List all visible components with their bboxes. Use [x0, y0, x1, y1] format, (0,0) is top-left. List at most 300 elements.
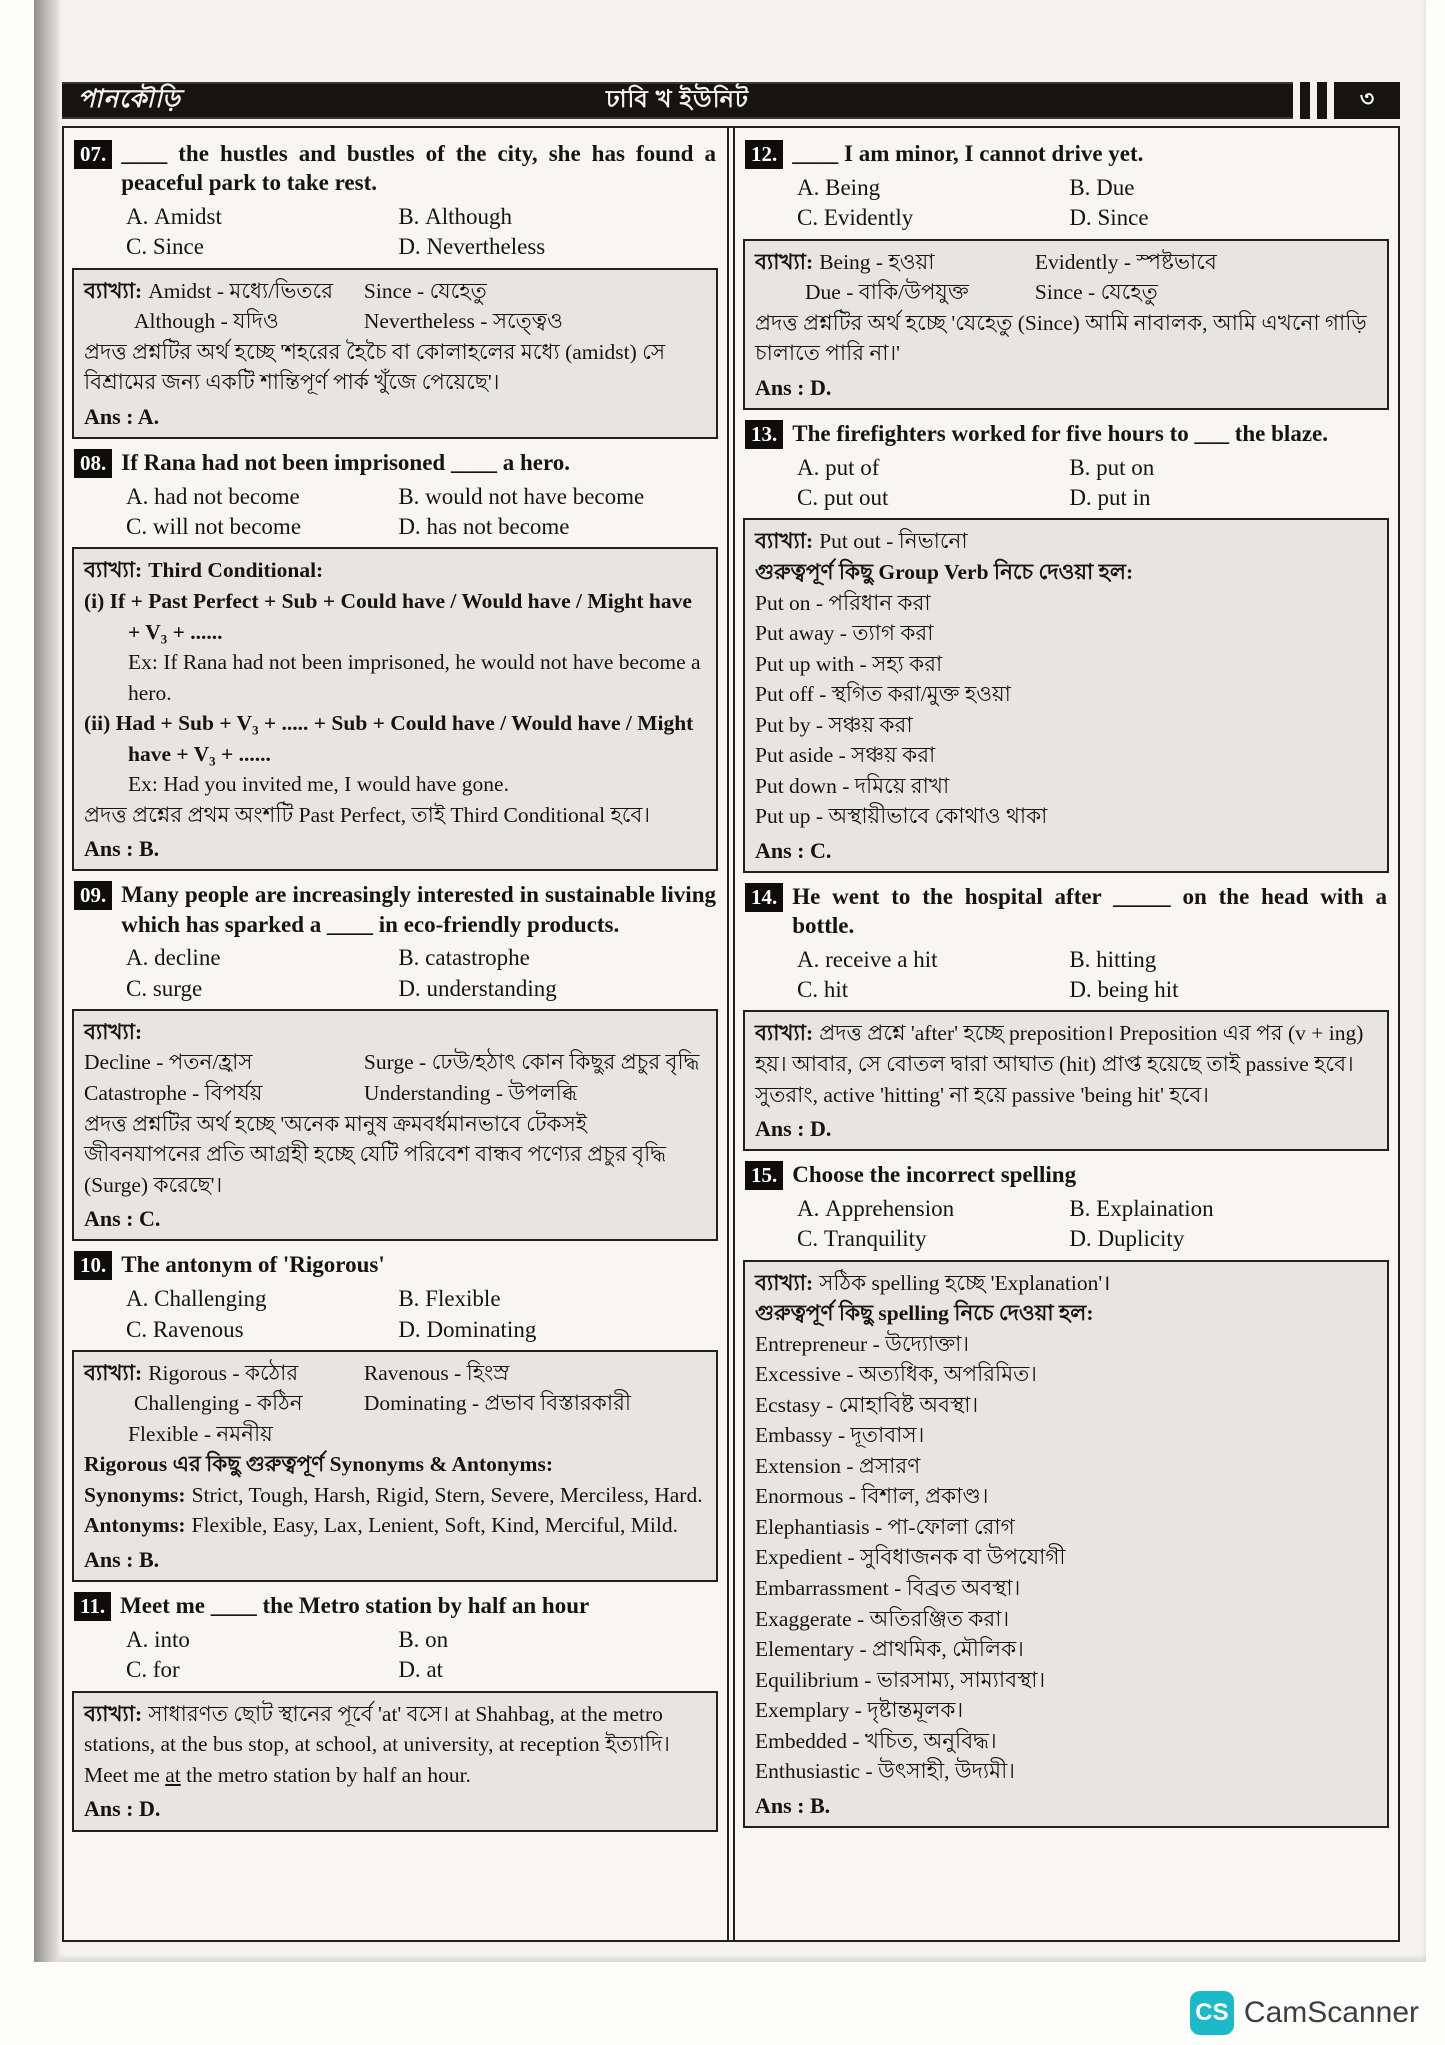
question-text: Meet me ____ the Metro station by half an hour [120, 1593, 590, 1619]
option-d [1069, 483, 1389, 513]
explanation-lead: ব্যাখ্যা: [84, 278, 143, 303]
option-d [1069, 975, 1389, 1005]
options-grid [72, 1282, 718, 1350]
option-c [126, 1315, 398, 1345]
option-b [1069, 945, 1389, 975]
explanation-lead: ব্যাখ্যা: [84, 558, 143, 583]
explanation-cell [364, 1078, 706, 1109]
option-label: A. [126, 483, 149, 509]
explanation-row [84, 276, 706, 307]
explanation-text: Expedient - সুবিধাজনক বা উপযোগী [755, 1545, 1066, 1570]
explanation-line [755, 801, 1377, 832]
text-part: at [165, 1762, 181, 1787]
explanation-text: Since - যেহেতু [1034, 280, 1158, 305]
options-grid [743, 171, 1389, 239]
option-text: Tranquility [823, 1226, 927, 1252]
question-number: 10. [74, 1251, 112, 1280]
option-a [126, 482, 398, 512]
explanation-line [755, 710, 1377, 741]
explanation-text: Ravenous - হিংস্র [363, 1360, 510, 1385]
option-label: D. [1069, 485, 1092, 511]
text-part: the metro station by half an hour. [180, 1762, 471, 1787]
explanation-text: Enthusiastic - উৎসাহী, উদ্যমী। [755, 1759, 1015, 1784]
explanation-cell [84, 1358, 364, 1389]
option-c [126, 232, 398, 262]
explanation-text: Put aside - সঞ্চয় করা [755, 743, 936, 768]
option-text: decline [154, 945, 221, 971]
option-a [797, 453, 1069, 483]
camscanner-label: CamScanner [1243, 1996, 1419, 2029]
explanation-cell [1035, 277, 1377, 308]
explanation-line [755, 1512, 1377, 1543]
explanation-text: Ecstasy - মোহাবিষ্ট অবস্থা। [755, 1392, 979, 1417]
option-text: Since [1097, 205, 1149, 231]
explanation-line [84, 800, 706, 831]
header-divider-bar [1317, 82, 1327, 119]
option-text: Apprehension [825, 1196, 955, 1222]
option-text: has not become [426, 514, 570, 540]
explanation-text: Put down - দমিয়ে রাখা [755, 773, 950, 798]
question-block [72, 1247, 718, 1582]
explanation-text: Although - যদিও [134, 309, 279, 334]
explanation-box [743, 1010, 1389, 1151]
explanation-line [84, 586, 706, 647]
question-block [743, 1157, 1389, 1828]
explanation-line [755, 1451, 1377, 1482]
unit-title: ঢাবি খ ইউনিট [606, 86, 749, 113]
question-number: 07. [74, 140, 112, 169]
option-b [1069, 453, 1389, 483]
option-label: A. [797, 174, 820, 200]
option-label: C. [126, 1316, 148, 1342]
option-label: B. [1069, 454, 1091, 480]
option-text: Since [152, 234, 204, 260]
explanation-line [84, 1449, 706, 1480]
option-d [1069, 1224, 1389, 1254]
explanation-cell [364, 1388, 706, 1419]
option-text: on [425, 1627, 449, 1653]
question-head [72, 445, 718, 480]
option-d [398, 232, 718, 262]
explanation-line [755, 1268, 1377, 1299]
option-label: B. [398, 1627, 420, 1653]
option-label: B. [398, 1286, 420, 1312]
explanation-text: Elementary - প্রাথমিক, মৌলিক। [755, 1637, 1024, 1662]
option-label: B. [398, 483, 420, 509]
question-block [72, 877, 718, 1241]
explanation-line [84, 1760, 706, 1791]
explanation-row [84, 1078, 706, 1109]
explanation-text: Due - বাকি/উপযুক্ত [805, 280, 969, 305]
option-label: D. [398, 1316, 421, 1342]
explanation-box [743, 518, 1389, 872]
option-text: had not become [154, 483, 300, 509]
explanation-box [72, 1009, 718, 1241]
question-number: 08. [74, 449, 112, 478]
explanation-text: Surge - ঢেউ/হঠাৎ কোন কিছুর প্রচুর বৃদ্ধি [363, 1050, 700, 1075]
question-head [72, 1247, 718, 1282]
page-number: ৩ [1334, 82, 1400, 119]
explanation-box [72, 1350, 718, 1582]
explanation-text: প্রদত্ত প্রশ্নটির অর্থ হচ্ছে 'অনেক মানুষ ক্রমবর্ধমানভাবে টেকসই জীবনযাপনের প্রতি আগ্রহী হচ্ছে যেটি পরিবেশ বান্ধব পণ্যের প্রচুর বৃদ্ধি (Surge) করেছে'। [84, 1111, 667, 1197]
question-number: 11. [74, 1592, 111, 1621]
option-text: Dominating [426, 1316, 537, 1342]
explanation-text: Put up - অস্থায়ীভাবে কোথাও থাকা [755, 804, 1048, 829]
explanation-line [84, 1480, 706, 1511]
question-text: Choose the incorrect spelling [792, 1162, 1077, 1188]
explanation-text: Being - হওয়া [819, 249, 935, 274]
scan-edge-shadow [34, 0, 58, 1962]
explanation-text: সাধারণত ছোট স্থানের পূর্বে 'at' বসে। at Shahbag, at the metro stations, at the bus stop, at school, at university, at reception ইত্যাদি। [84, 1701, 670, 1757]
explanation-text: Put away - ত্যাগ করা [755, 621, 934, 646]
left-column [64, 128, 727, 1940]
explanation-text: Understanding - উপলব্ধি [363, 1080, 578, 1105]
explanation-lead: ব্যাখ্যা: [84, 1360, 143, 1385]
question-head [743, 1157, 1389, 1192]
option-text: put of [825, 454, 880, 480]
explanation-box [743, 1260, 1389, 1828]
answer-line: Ans : B. [84, 836, 160, 862]
explanation-text: Evidently - স্পষ্টভাবে [1034, 249, 1217, 274]
option-c [797, 1224, 1069, 1254]
explanation-line [755, 740, 1377, 771]
explanation-line [755, 1573, 1377, 1604]
page-header [62, 82, 1400, 119]
explanation-text: Embassy - দূতাবাস। [755, 1423, 925, 1448]
answer-line: Ans : B. [755, 1792, 831, 1818]
option-label: A. [797, 454, 820, 480]
explanation-text: (ii) Had + Sub + V₃ + ..... + Sub + Could have / Would have / Might have + V₃ + ...... [84, 711, 694, 766]
explanation-cell [364, 306, 706, 337]
explanation-text: Exaggerate - অতিরঞ্জিত করা। [755, 1606, 1010, 1631]
explanation-line [755, 1018, 1377, 1110]
option-a [126, 943, 398, 973]
explanation-lead: ব্যাখ্যা: [755, 1270, 814, 1295]
options-grid [743, 943, 1389, 1011]
option-text: receive a hit [825, 946, 938, 972]
explanation-text: (i) If + Past Perfect + Sub + Could have / Would have / Might have + V₃ + ...... [84, 589, 692, 644]
explanation-lead: ব্যাখ্যা: [755, 249, 814, 274]
explanation-line [755, 1756, 1377, 1787]
explanation-cell [755, 277, 1035, 308]
explanation-line [755, 771, 1377, 802]
question-text: He went to the hospital after _____ on the head with a bottle. [792, 883, 1387, 939]
explanation-cell [84, 1078, 364, 1109]
camscanner-footer [1190, 1991, 1419, 2035]
explanation-line [755, 308, 1377, 369]
explanation-row [84, 1047, 706, 1078]
option-c [126, 512, 398, 542]
explanation-row [755, 247, 1377, 278]
option-label: D. [398, 234, 421, 260]
option-label: B. [1069, 1196, 1091, 1222]
option-label: C. [797, 977, 819, 1003]
option-label: B. [1069, 946, 1091, 972]
explanation-text: Extension - প্রসারণ [755, 1453, 921, 1478]
option-c [797, 203, 1069, 233]
option-label: C. [126, 1657, 148, 1683]
explanation-text: Put up with - সহ্য করা [755, 651, 943, 676]
question-text: ____ the hustles and bustles of the city, she has found a peaceful park to take rest. [121, 141, 716, 196]
option-text: catastrophe [425, 945, 530, 971]
explanation-text: Excessive - অত্যধিক, অপরিমিত। [755, 1362, 1037, 1387]
explanation-row [84, 306, 706, 337]
option-d [398, 1315, 718, 1345]
explanation-text: প্রদত্ত প্রশ্নের প্রথম অংশটি Past Perfect, তাই Third Conditional হবে। [84, 802, 651, 827]
explanation-text: ব্যাখ্যা: [84, 1019, 143, 1044]
option-label: B. [1069, 174, 1091, 200]
option-text: Ravenous [152, 1316, 244, 1342]
explanation-line [755, 588, 1377, 619]
explanation-text: Put off - স্থগিত করা/মুক্ত হওয়া [755, 682, 1011, 707]
explanation-text: Dominating - প্রভাব বিস্তারকারী [363, 1391, 632, 1416]
option-label: D. [398, 1657, 421, 1683]
explanation-text: Equilibrium - ভারসাম্য, সাম্যাবস্থা। [755, 1667, 1046, 1692]
explanation-line [755, 649, 1377, 680]
explanation-text: Since - যেহেতু [363, 278, 487, 303]
explanation-lead: ব্যাখ্যা: [755, 529, 814, 554]
explanation-box [72, 547, 718, 871]
explanation-text: Flexible - নমনীয় [128, 1421, 273, 1446]
option-label: A. [126, 203, 149, 229]
explanation-cell [364, 1047, 706, 1078]
option-label: D. [1069, 205, 1092, 231]
explanation-text: Rigorous এর কিছু গুরুত্বপূর্ণ Synonyms & Antonyms: [84, 1452, 553, 1477]
explanation-text: Nevertheless - সত্ত্বেও [363, 309, 563, 334]
explanation-lead: ব্যাখ্যা: [755, 1021, 814, 1046]
option-text: Duplicity [1097, 1226, 1185, 1252]
explanation-text: Put by - সঞ্চয় করা [755, 712, 913, 737]
explanation-line [755, 1390, 1377, 1421]
question-block [72, 136, 718, 439]
explanation-text: গুরুত্বপূর্ণ কিছু spelling নিচে দেওয়া হল: [755, 1301, 1094, 1326]
explanation-line [755, 1329, 1377, 1360]
explanation-cell [84, 276, 364, 307]
option-b [398, 482, 718, 512]
option-a [126, 1625, 398, 1655]
explanation-row [84, 1358, 706, 1389]
option-c [797, 483, 1069, 513]
explanation-cell [755, 247, 1035, 278]
explanation-text: Embedded - খচিত, অনুবিদ্ধ। [755, 1728, 997, 1753]
question-block [743, 416, 1389, 873]
option-text: Being [825, 174, 881, 200]
option-label: A. [126, 945, 149, 971]
option-text: Amidst [154, 203, 222, 229]
option-label: C. [126, 975, 148, 1001]
option-a [126, 202, 398, 232]
option-text: Due [1096, 174, 1135, 200]
explanation-text: প্রদত্ত প্রশ্নে 'after' হচ্ছে preposition। Preposition এর পর (v + ing) হয়। আবার, সে বোতল দ্বারা আঘাত (hit) প্রাপ্ত হয়েছে তাই passive হবে। সুতরাং, active 'hitting' না হয়ে passive 'being hit' হবে। [755, 1021, 1364, 1107]
explanation-text: Catastrophe - বিপর্যয় [84, 1080, 263, 1105]
explanation-text: Third Conditional: [148, 558, 324, 583]
explanation-lead: Synonyms: [84, 1482, 186, 1507]
answer-line: Ans : D. [755, 1116, 832, 1142]
options-grid [72, 200, 718, 268]
explanation-text: Decline - পতন/হ্রাস [84, 1050, 253, 1075]
option-label: D. [1069, 1226, 1092, 1252]
explanation-cell [1035, 247, 1377, 278]
option-label: D. [1069, 977, 1092, 1003]
question-head [743, 416, 1389, 451]
column-divider [727, 128, 735, 1940]
explanation-line [755, 1726, 1377, 1757]
answer-line: Ans : C. [755, 837, 832, 863]
option-c [126, 1655, 398, 1685]
option-label: B. [398, 203, 420, 229]
answer-line: Ans : B. [84, 1546, 160, 1572]
explanation-box [743, 239, 1389, 410]
option-text: understanding [426, 975, 557, 1001]
explanation-box [72, 268, 718, 439]
explanation-line [755, 679, 1377, 710]
explanation-line [755, 557, 1377, 588]
explanation-row [755, 277, 1377, 308]
option-label: C. [126, 514, 148, 540]
option-label: C. [797, 205, 819, 231]
header-bar [62, 82, 1293, 119]
option-a [797, 173, 1069, 203]
explanation-line [755, 1665, 1377, 1696]
question-block [743, 136, 1389, 410]
explanation-text: প্রদত্ত প্রশ্নটির অর্থ হচ্ছে 'শহরের হৈচৈ বা কোলাহলের মধ্যে (amidst) সে বিশ্রামের জন্য একটি শান্তিপূর্ণ পার্ক খুঁজে পেয়েছে'। [84, 339, 666, 395]
explanation-text: Enormous - বিশাল, প্রকাণ্ড। [755, 1484, 989, 1509]
explanation-text: প্রদত্ত প্রশ্নটির অর্থ হচ্ছে 'যেহেতু (Since) আমি নাবালক, আমি এখনো গাড়ি চালাতে পারি না।' [755, 310, 1367, 366]
question-number: 13. [745, 420, 783, 449]
option-label: C. [797, 485, 819, 511]
question-block [72, 1588, 718, 1831]
option-text: will not become [152, 514, 302, 540]
question-number: 15. [745, 1161, 783, 1190]
explanation-line [84, 1017, 706, 1048]
option-b [398, 943, 718, 973]
explanation-line [84, 1699, 706, 1760]
scanned-page [58, 0, 1426, 1962]
options-grid [743, 1192, 1389, 1260]
question-text: The antonym of 'Rigorous' [121, 1252, 385, 1278]
option-text: Challenging [154, 1286, 267, 1312]
option-d [398, 512, 718, 542]
option-b [398, 202, 718, 232]
option-c [797, 975, 1069, 1005]
explanation-line [84, 708, 706, 769]
answer-line: Ans : C. [84, 1206, 161, 1232]
questions-area [62, 126, 1400, 1942]
explanation-line [84, 647, 706, 708]
explanation-text: Exemplary - দৃষ্টান্তমূলক। [755, 1698, 964, 1723]
answer-line: Ans : D. [755, 374, 832, 400]
explanation-line [755, 1420, 1377, 1451]
option-text: for [152, 1657, 180, 1683]
option-c [126, 974, 398, 1004]
explanation-text: গুরুত্বপূর্ণ কিছু Group Verb নিচে দেওয়া হল: [755, 560, 1134, 584]
explanation-text: Entrepreneur - উদ্যোক্তা। [755, 1331, 970, 1356]
explanation-cell [84, 1388, 364, 1419]
explanation-cell [364, 276, 706, 307]
explanation-text: Flexible, Easy, Lax, Lenient, Soft, Kind, Merciful, Mild. [191, 1513, 678, 1538]
option-text: Although [425, 203, 513, 229]
explanation-text: Put out - নিভানো [819, 529, 968, 554]
explanation-text: সঠিক spelling হচ্ছে 'Explanation'। [819, 1270, 1111, 1295]
option-label: A. [797, 946, 820, 972]
option-text: being hit [1097, 977, 1179, 1003]
option-b [1069, 1194, 1389, 1224]
question-head [72, 877, 718, 941]
option-label: C. [126, 234, 148, 260]
options-grid [72, 941, 718, 1009]
question-text: The firefighters worked for five hours to ___ the blaze. [792, 420, 1328, 446]
explanation-line [755, 526, 1377, 557]
explanation-line [84, 769, 706, 800]
explanation-line [755, 1695, 1377, 1726]
explanation-text: Amidst - মধ্যে/ভিতরে [148, 278, 334, 303]
option-d [1069, 203, 1389, 233]
option-label: D. [398, 975, 421, 1001]
question-text: Many people are increasingly interested in sustainable living which has sparked a ____ in eco-friendly products. [121, 882, 716, 937]
options-grid [743, 451, 1389, 519]
camscanner-logo [1190, 1991, 1234, 2035]
explanation-lead: Antonyms: [84, 1513, 186, 1538]
question-head [72, 1588, 718, 1623]
option-a [126, 1284, 398, 1314]
question-head [72, 136, 718, 200]
explanation-cell [364, 1358, 706, 1389]
question-number: 12. [745, 140, 783, 169]
option-b [1069, 173, 1389, 203]
option-label: A. [126, 1286, 149, 1312]
option-a [797, 1194, 1069, 1224]
explanation-line [755, 1604, 1377, 1635]
explanation-line [755, 618, 1377, 649]
answer-line: Ans : D. [84, 1796, 161, 1822]
options-grid [72, 480, 718, 548]
option-label: C. [797, 1226, 819, 1252]
option-d [398, 1655, 718, 1685]
question-block [743, 879, 1389, 1151]
question-head [743, 136, 1389, 171]
question-head [743, 879, 1389, 943]
question-number: 14. [745, 883, 783, 912]
option-text: put on [1096, 454, 1155, 480]
option-text: surge [152, 975, 203, 1001]
explanation-line [755, 1542, 1377, 1573]
option-b [398, 1625, 718, 1655]
option-text: would not have become [425, 483, 645, 509]
camscanner-logo-text: CS [1195, 1999, 1229, 2026]
explanation-line [755, 1481, 1377, 1512]
option-text: hitting [1096, 946, 1157, 972]
explanation-row [84, 1388, 706, 1419]
text-part: Meet me [84, 1762, 166, 1787]
answer-line: Ans : A. [84, 403, 160, 429]
option-a [797, 945, 1069, 975]
option-text: Flexible [425, 1286, 501, 1312]
question-number: 09. [74, 881, 112, 910]
explanation-text: Strict, Tough, Harsh, Rigid, Stern, Severe, Merciless, Hard. [191, 1482, 703, 1507]
option-text: into [154, 1627, 190, 1653]
header-divider-bar [1300, 82, 1310, 119]
question-block [72, 445, 718, 871]
option-text: hit [823, 977, 849, 1003]
explanation-text: Challenging - কঠিন [134, 1391, 303, 1416]
explanation-cell [84, 306, 364, 337]
option-text: put out [823, 485, 889, 511]
explanation-line [84, 1510, 706, 1541]
option-text: put in [1097, 485, 1151, 511]
explanation-box [72, 1691, 718, 1832]
explanation-line [755, 1634, 1377, 1665]
option-label: A. [797, 1196, 820, 1222]
